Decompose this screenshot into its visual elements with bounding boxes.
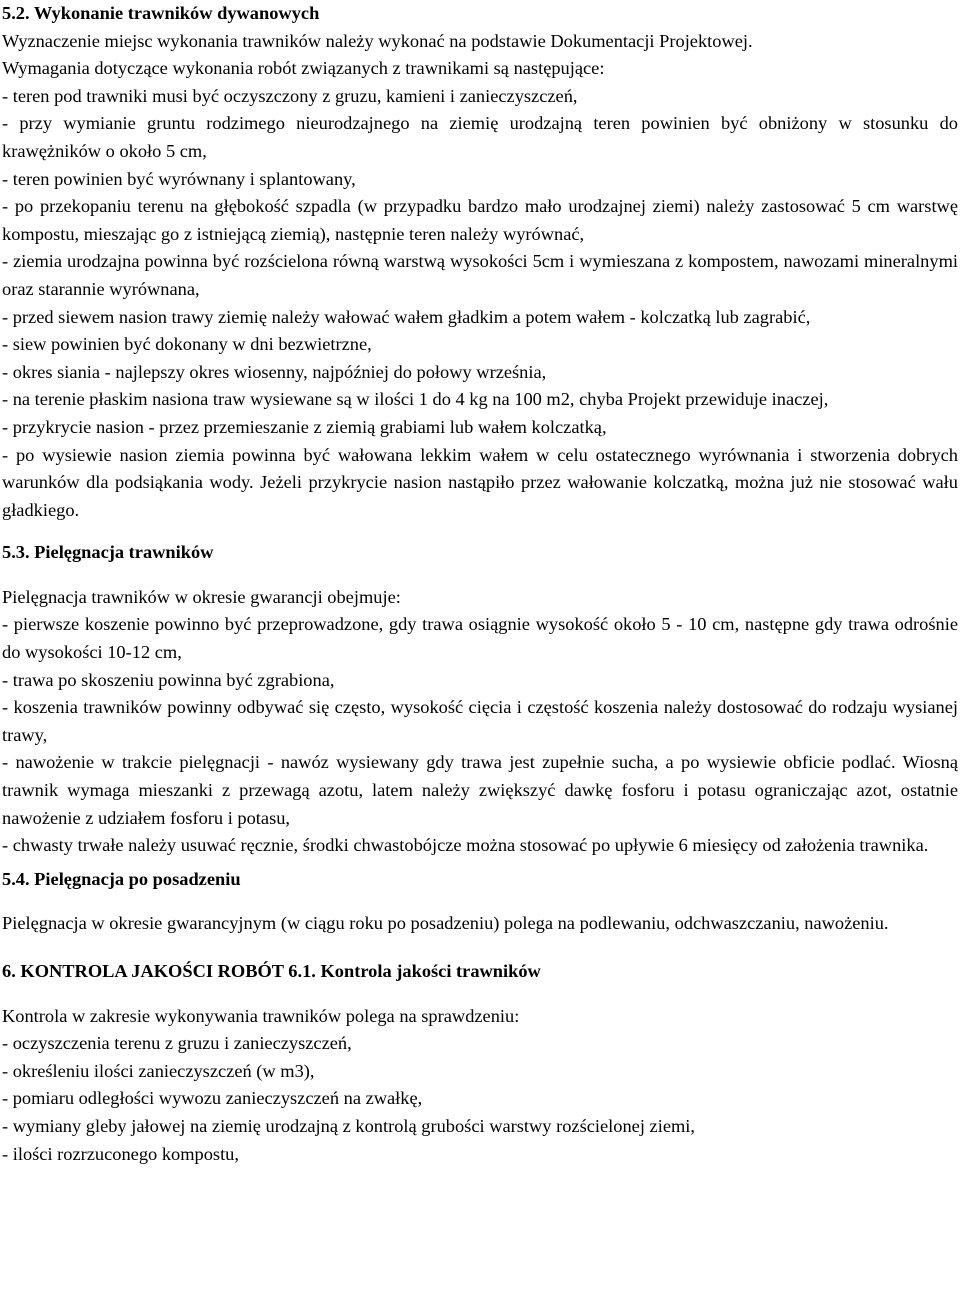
list-item: - ilości rozrzuconego kompostu,: [2, 1143, 239, 1164]
spacer: [2, 938, 958, 958]
document-page: [2, 0, 958, 1168]
spacer: [2, 567, 958, 584]
list-item: - przy wymianie gruntu rodzimego nieurodzajnego na ziemię urodzajną teren powinien być obniżony w stosunku do krawężników o około 5 cm,: [2, 113, 958, 161]
paragraph-intro: Kontrola w zakresie wykonywania trawników polega na sprawdzeniu:: [2, 1005, 520, 1026]
list-item: - trawa po skoszeniu powinna być zgrabiona,: [2, 669, 335, 690]
section-heading-5-2: 5.2. Wykonanie trawników dywanowych: [2, 3, 320, 23]
list-item: - koszenia trawników powinny odbywać się często, wysokość cięcia i częstość koszenia należy dostosować do rodzaju wysianej trawy,: [2, 697, 958, 745]
paragraph-intro: Pielęgnacja trawników w okresie gwarancji obejmuje:: [2, 586, 401, 607]
list-item: - wymiany gleby jałowej na ziemię urodzajną z kontrolą grubości warstwy rozścielonej ziemi,: [2, 1115, 695, 1136]
list-item: - pierwsze koszenie powinno być przeprowadzone, gdy trawa osiągnie wysokość około 5 - 10 cm, następne gdy trawa odrośnie do wysokości 10-12 cm,: [2, 614, 958, 663]
list-item: - po wysiewie nasion ziemia powinna być wałowana lekkim wałem w celu ostatecznego wyrównania i stworzenia dobrych warunków dla podsiąkania wody. Jeżeli przykrycie nasion nastąpiło przez wałowanie kolczatką, można już nie stosować wału gładkiego.: [2, 444, 958, 520]
list-item: - siew powinien być dokonany w dni bezwietrzne,: [2, 334, 372, 355]
paragraph-line: Wymagania dotyczące wykonania robót związanych z trawnikami są następujące:: [2, 58, 605, 79]
list-item: - przed siewem nasion trawy ziemię należy wałować wałem gładkim a potem wałem - kolczatką lub zagrabić,: [2, 306, 811, 327]
list-item: - teren pod trawniki musi być oczyszczony z gruzu, kamieni i zanieczyszczeń,: [2, 85, 578, 106]
spacer: [2, 893, 958, 910]
list-item: - chwasty trwałe należy usuwać ręcznie, środki chwastobójcze można stosować po upływie 6 miesięcy od założenia trawnika.: [2, 835, 929, 856]
list-item: - ziemia urodzajna powinna być rozścielona równą warstwą wysokości 5cm i wymieszana z kompostem, nawozami mineralnymi oraz starannie wyrównana,: [2, 251, 958, 299]
section-heading-6: 6. KONTROLA JAKOŚCI ROBÓT 6.1. Kontrola jakości trawników: [2, 961, 541, 981]
list-item: - określeniu ilości zanieczyszczeń (w m3),: [2, 1060, 315, 1081]
section-heading-5-4: 5.4. Pielęgnacja po posadzeniu: [2, 868, 241, 889]
list-item: - przykrycie nasion - przez przemieszanie z ziemią grabiami lub wałem kolczatką,: [2, 416, 607, 437]
list-item: - oczyszczenia terenu z gruzu i zanieczyszczeń,: [2, 1033, 352, 1054]
list-item: - nawożenie w trakcie pielęgnacji - nawóz wysiewany gdy trawa jest zupełnie sucha, a po wysiewie obficie podlać. Wiosną trawnik wymaga mieszanki z przewagą azotu, latem należy zwiększyć dawkę fosforu i potasu ograniczając azot, ostatnie nawożenie z udziałem fosforu i potasu,: [2, 752, 958, 828]
list-item: - okres siania - najlepszy okres wiosenny, najpóźniej do połowy września,: [2, 361, 547, 382]
section-heading-5-3: 5.3. Pielęgnacja trawników: [2, 542, 214, 563]
paragraph-text: Pielęgnacja w okresie gwarancyjnym (w ciągu roku po posadzeniu) polega na podlewaniu, odchwaszczaniu, nawożeniu.: [2, 913, 889, 934]
list-item: - pomiaru odległości wywozu zanieczyszczeń na zwałkę,: [2, 1088, 423, 1109]
list-item: - teren powinien być wyrównany i splantowany,: [2, 168, 356, 189]
list-item: - po przekopaniu terenu na głębokość szpadla (w przypadku bardzo mało urodzajnej ziemi) należy zastosować 5 cm warstwę kompostu, mieszając go z istniejącą ziemią), następnie teren należy wyrównać,: [2, 196, 958, 244]
list-item: - na terenie płaskim nasiona traw wysiewane są w ilości 1 do 4 kg na 100 m2, chyba Projekt przewiduje inaczej,: [2, 389, 829, 410]
paragraph-line: Wyznaczenie miejsc wykonania trawników należy wykonać na podstawie Dokumentacji Projektowej.: [2, 30, 753, 51]
spacer: [2, 986, 958, 1003]
